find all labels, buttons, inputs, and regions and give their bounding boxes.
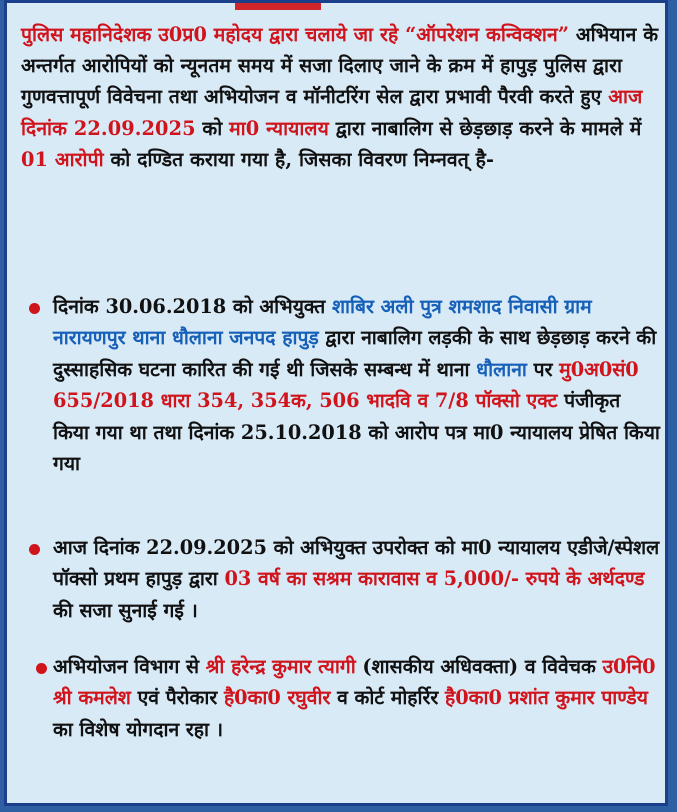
incident-description: द्वारा नाबालिग लड़की के साथ छेड़छाड़ करने की दुस्साहसिक घटना कारित की गई थी जिसके सम्बन्ध में थाना (53, 326, 657, 381)
intro-text: को (195, 116, 230, 140)
intro-paragraph (21, 19, 661, 175)
bullet-icon (36, 663, 47, 674)
intro-text: अभियान के अन्तर्गत आरोपियों को न्यूनतम समय में सजा दिलाए जाने के क्रम में हापुड़ पुलिस द्वारा गुणवत्तापूर्ण विवेचना तथा अभियोजन व मॉनीटरिंग सेल द्वारा प्रभावी पैरवी करते हुए (21, 23, 659, 109)
sentence-text (21, 532, 661, 626)
press-note-panel (4, 0, 668, 806)
contrib-text: का विशेष योगदान रहा । (53, 717, 224, 741)
case-sections: मु0अ0सं0 655/2018 धारा 354, 354क, 506 भादवि व 7/8 पॉक्सो एक्ट (53, 357, 639, 413)
intro-text: द्वारा नाबालिग से छेड़छाड़ करने के मामले में (328, 116, 642, 140)
incident-text (21, 291, 661, 479)
contributors-text (21, 651, 661, 745)
incident-connector: पर (526, 357, 560, 381)
sentence-end: की सजा सुनाई गई । (53, 598, 198, 622)
intro-date: आज दिनांक 22.09.2025 (21, 85, 643, 140)
intro-court: मा0 न्यायालय (229, 116, 329, 140)
incident-date-text: दिनांक 30.06.2018 को अभियुक्त (53, 295, 332, 318)
contrib-text: व कोर्ट मोहर्रिर (330, 686, 446, 710)
list-item-sentence (21, 532, 661, 626)
top-accent-bar (235, 3, 321, 10)
sentence-punishment: 03 वर्ष का सश्रम कारावास व 5,000/- रुपये के अर्थदण्ड (224, 567, 645, 591)
contrib-text: (शासकीय अधिवक्ता) व विवेचक (355, 655, 603, 678)
investigator-name: उ0नि0 श्री कमलेश (53, 655, 656, 710)
list-item-incident (21, 291, 661, 479)
contrib-text: अभियोजन विभाग से (53, 655, 206, 678)
accused-name: शाबिर अली पुत्र शमशाद निवासी ग्राम नारायणपुर थाना धौलाना जनपद हापुड़ (53, 295, 592, 350)
list-item-contributors (21, 651, 661, 745)
intro-text: को दण्डित कराया गया है, जिसका विवरण निम्नवत् है- (103, 147, 495, 171)
sentence-court-text: आज दिनांक 22.09.2025 को अभियुक्त उपरोक्त को मा0 न्यायालय एडीजे/स्पेशल पॉक्सो प्रथम हापुड़ द्वारा (53, 536, 660, 591)
prosecutor-name: श्री हरेन्द्र कुमार त्यागी (205, 655, 356, 678)
bullet-icon (29, 544, 40, 555)
bullet-icon (29, 303, 40, 314)
pairokar-name: है0का0 रघुवीर (223, 686, 331, 710)
contrib-text: एवं पैरोकार (130, 686, 224, 710)
court-moharrir-name: है0का0 प्रशांत कुमार पाण्डेय (445, 686, 648, 710)
police-station: धौलाना (476, 357, 527, 381)
intro-operation-title: पुलिस महानिदेशक उ0प्र0 महोदय द्वारा चलाये जा रहे “ऑपरेशन कन्विक्शन” (21, 23, 570, 46)
chargesheet-text: पंजीकृत किया गया था तथा दिनांक 25.10.2018 को आरोप पत्र मा0 न्यायालय प्रेषित किया गया (53, 389, 660, 476)
intro-accused-count: 01 आरोपी (21, 147, 104, 171)
